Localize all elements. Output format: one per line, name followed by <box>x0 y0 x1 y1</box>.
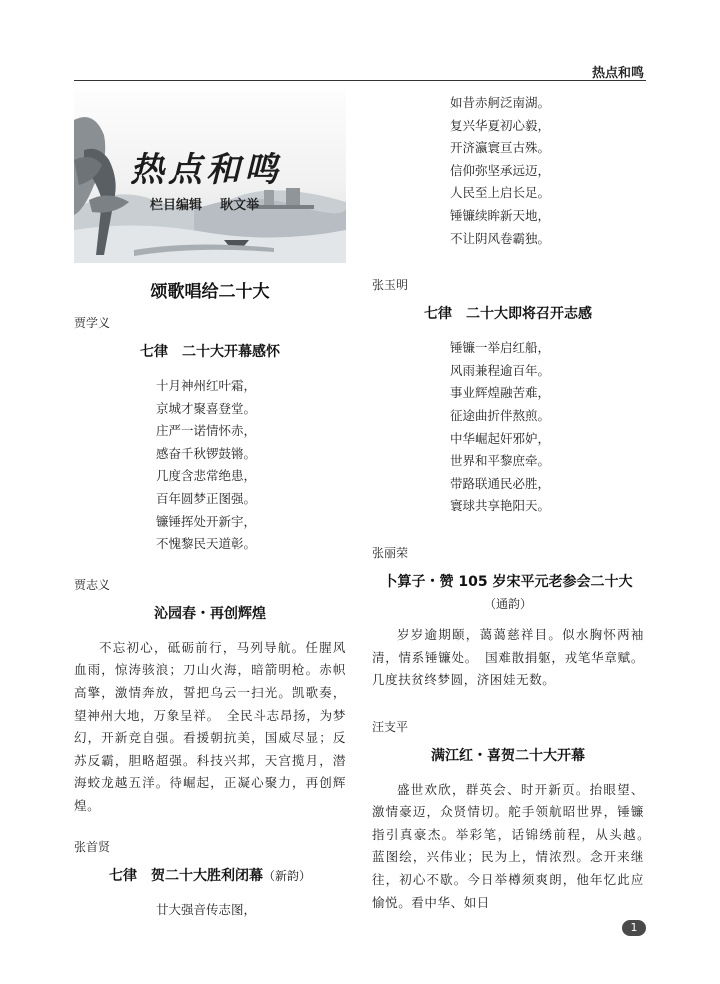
column-editor: 栏目编辑 耿文举 <box>150 198 260 213</box>
verse-line: 人民至上启长足。 <box>450 185 551 201</box>
poem-body: 不忘初心，砥砺前行，马列导航。任腥风血雨，惊涛骇浪；刀山火海，暗箭明枪。赤帜高擎，激情奔放，誓把乌云一扫光。凯歌奏，望神州大地，万象呈祥。 全民斗志昂扬，为梦幻，开新竞自强。看援朝抗美，国威尽显；反苏反霸，胆略超强。科技兴邦，天宫揽月，潜海蛟龙越五洋。待崛起，正凝心聚力，再创辉煌。 <box>74 639 346 813</box>
left-column <box>74 90 346 921</box>
right-column <box>372 90 658 914</box>
poem-title: 卜算子・赞 105 岁宋平元老参会二十大 <box>383 573 633 590</box>
author-name: 张玉明 <box>372 278 409 293</box>
poem-verse <box>74 899 346 922</box>
verse-line: 带路联通民必胜， <box>450 475 551 491</box>
verse-line: 复兴华夏初心毅， <box>450 117 551 133</box>
running-header: 热点和鸣 <box>591 66 644 81</box>
rhyme-note: （通韵） <box>483 596 532 611</box>
verse-line: 征途曲折伴熬煎。 <box>450 407 551 423</box>
author-name: 贾学义 <box>74 316 111 330</box>
verse-line: 世界和平黎庶牵。 <box>450 453 551 469</box>
verse-line: 不愧黎民天道彰。 <box>156 536 257 552</box>
header-rule <box>74 80 646 81</box>
poem-title: 七律 二十大开幕感怀 <box>140 344 280 360</box>
author-name: 张丽荣 <box>372 545 409 560</box>
verse-line: 百年圆梦正图强。 <box>156 490 257 506</box>
poem-title: 七律 二十大即将召开志感 <box>424 306 592 323</box>
verse-line: 风雨兼程逾百年。 <box>450 362 551 378</box>
author-name: 张首贤 <box>74 839 111 854</box>
verse-line: 寰球共享艳阳天。 <box>450 498 551 514</box>
section-title: 颂歌唱给二十大 <box>150 282 270 302</box>
verse-line: 几度含悲常绝患， <box>156 468 257 484</box>
poem-title: 满江红・喜贺二十大开幕 <box>431 747 585 764</box>
column-banner <box>74 90 346 263</box>
poem-title <box>74 865 346 885</box>
verse-line: 镰锤挥处开新宇， <box>156 513 257 529</box>
poem-verse-continued <box>372 92 644 250</box>
author-name: 贾志义 <box>74 577 111 592</box>
author-name: 汪支平 <box>372 719 409 734</box>
poem-body: 岁岁逾期颐，蔼蔼慈祥目。似水胸怀两袖清，情系锤镰处。 国难散捐躯，戎笔华章赋。几度扶贫终梦圆，济困娃无数。 <box>372 626 644 688</box>
verse-line: 中华崛起奸邪妒， <box>450 430 551 446</box>
verse-line: 如昔赤舸泛南湖。 <box>450 95 551 110</box>
verse-line: 十月神州红叶霜， <box>156 378 257 393</box>
verse-line: 信仰弥坚承远迈， <box>450 162 551 178</box>
poem-verse <box>74 375 346 556</box>
verse-line: 廿大强音传志图， <box>156 901 257 917</box>
poem-body: 盛世欢欣，群英会、时开新页。抬眼望、激情豪迈，众贤情切。舵手领航昭世界，锤镰指引真豪杰。举彩笔，话锦绣前程，从头越。 蓝图绘，兴伟业；民为上，情浓烈。念开来继往，初心不歇。今日举樽须爽朗，他年忆此应愉悦。看中华、如日 <box>372 781 658 910</box>
banner-title: 热点和鸣 <box>130 150 282 190</box>
verse-line: 不让阴风卷霸独。 <box>450 230 551 246</box>
verse-line: 京城才聚喜登堂。 <box>156 400 257 416</box>
verse-line: 感奋千秋锣鼓锵。 <box>156 445 257 461</box>
verse-line: 锤镰一举启红船， <box>450 340 551 356</box>
verse-line: 开济瀛寰亘古殊。 <box>450 140 551 156</box>
poem-title-text: 七律 贺二十大胜利闭幕 <box>108 867 263 884</box>
verse-line: 庄严一诺情怀赤， <box>156 423 257 439</box>
rhyme-note: （新韵） <box>262 868 311 883</box>
page-number: 1 <box>622 920 646 936</box>
verse-line: 锤镰续眸新天地， <box>450 207 551 223</box>
verse-line: 事业辉煌融苦难， <box>450 385 551 401</box>
poem-title: 沁园春・再创辉煌 <box>154 605 266 622</box>
poem-verse <box>372 337 644 518</box>
